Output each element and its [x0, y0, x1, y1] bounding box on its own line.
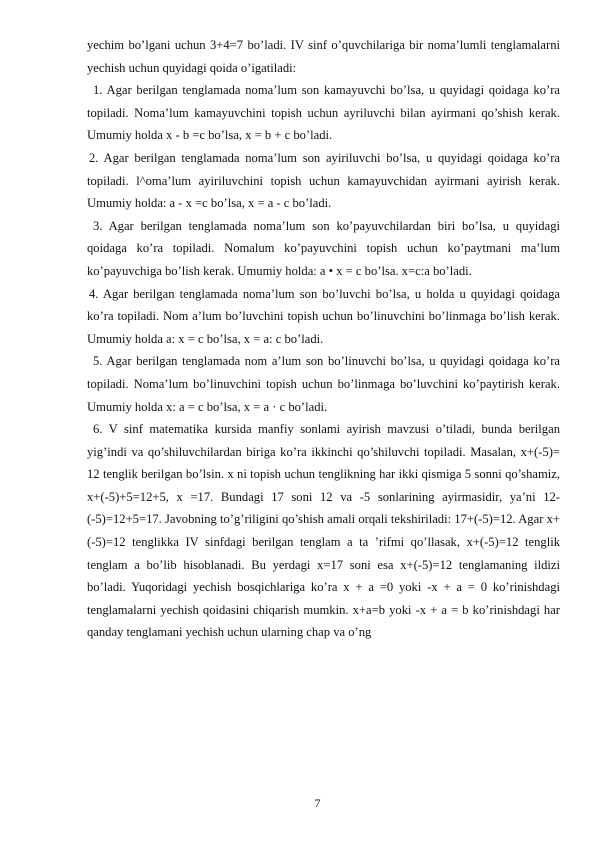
paragraph-rule-2: 2. Agar berilgan tenglamada noma’lum son ayiriluvchi bo’lsa, u quyidagi qoidaga ko’ra topiladi. l^oma’lum ayiriluvchini topish uchun kamayuvchidan ayirmani ayirish kerak. Umumiy holda: a - x =c bo’lsa, x = a - c bo’ladi.: [87, 150, 560, 211]
paragraph-rule-5: 5. Agar berilgan tenglamada nom a’lum son bo’linuvchi bo’lsa, u quyidagi qoidaga ko’ra topiladi. Noma’lum bo’linuvchini topish uchun bo’linmaga bo’luvchini ko’paytirish kerak. Umumiy holda x: a = c bo’lsa, x = a · c bo’ladi.: [87, 354, 560, 414]
paragraph-rule-4: 4. Agar berilgan tenglamada noma’lum son bo’luvchi bo’lsa, u holda u quyidagi qoidaga ko’ra topiladi. Nom a’lum bo’luvchini topish uchun bo’linuvchini bo’linmaga bo’lish kerak. Umumiy holda a: x = c bo’lsa, x = a: c bo’ladi.: [87, 286, 560, 346]
paragraph-rule-1: 1. Agar berilgan tenglamada noma’lum son kamayuvchi bo’lsa, u quyidagi qoidaga ko’ra topiladi. Noma’lum kamayuvchini topish uchun ayriluvchi bilan ayirmani qo’shish kerak. Umumiy holda x - b =c bo’lsa, x = b + c bo’ladi.: [87, 83, 560, 143]
paragraph-intro: yechim bo’lgani uchun 3+4=7 bo’ladi. IV sinf o’quvchilariga bir noma’lumli tenglamalarni yechish uchun quyidagi qoida o’igatiladi:: [87, 38, 560, 75]
paragraph-rule-3: 3. Agar berilgan tenglamada noma’lum son ko’payuvchilardan biri bo’lsa, u quyidagi qoidaga ko’ra topiladi. Nomalum ko’payuvchini topish uchun ko’paytmani ma’lum ko’payuvchiga bo’lish kerak. Umumiy holda: a • x = c bo’lsa. x=c:a bo’ladi.: [87, 218, 560, 278]
page-number: 7: [314, 796, 321, 810]
page-body: [87, 34, 560, 644]
paragraph-rule-6: 6. V sinf matematika kursida manfiy sonlami ayirish mavzusi o’tiladi, bunda berilgan yig’indi va qo’shiluvchilardan biriga ko’ra ikkinchi qo’shiluvchi topiladi. Masalan, x+(-5)= 12 tenglik berilgan bo’lsin. x ni topish uchun tenglikning har ikki qismiga 5 sonni qo’shamiz, x+(-5)+5=12+5, x =17. Bundagi 17 soni 12 va -5 sonlarining ayirmasidir, ya’ni 12-(-5)=12+5=17. Javobning to’g’riligini qo’shish amali orqali tekshiriladi: 17+(-5)=12. Agar x+(-5)=12 tenglikka IV sinfdagi berilgan tenglam a ta ’rifmi qo’llasak, x+(-5)=12 tenglik tenglam a bo’lib hisoblanadi. Bu yerdagi x=17 soni esa x+(-5)=12 tenglamaning ildizi bo’ladi. Yuqoridagi yechish bosqichlariga ko’ra x + a =0 yoki -x + a = 0 ko’rinishdagi tenglamalarni yechish qoidasini chiqarish mumkin. x+a=b yoki -x + a = b ko’rinishdagi har qanday tenglamani yechish uchun ularning chap va o’ng: [87, 422, 560, 640]
